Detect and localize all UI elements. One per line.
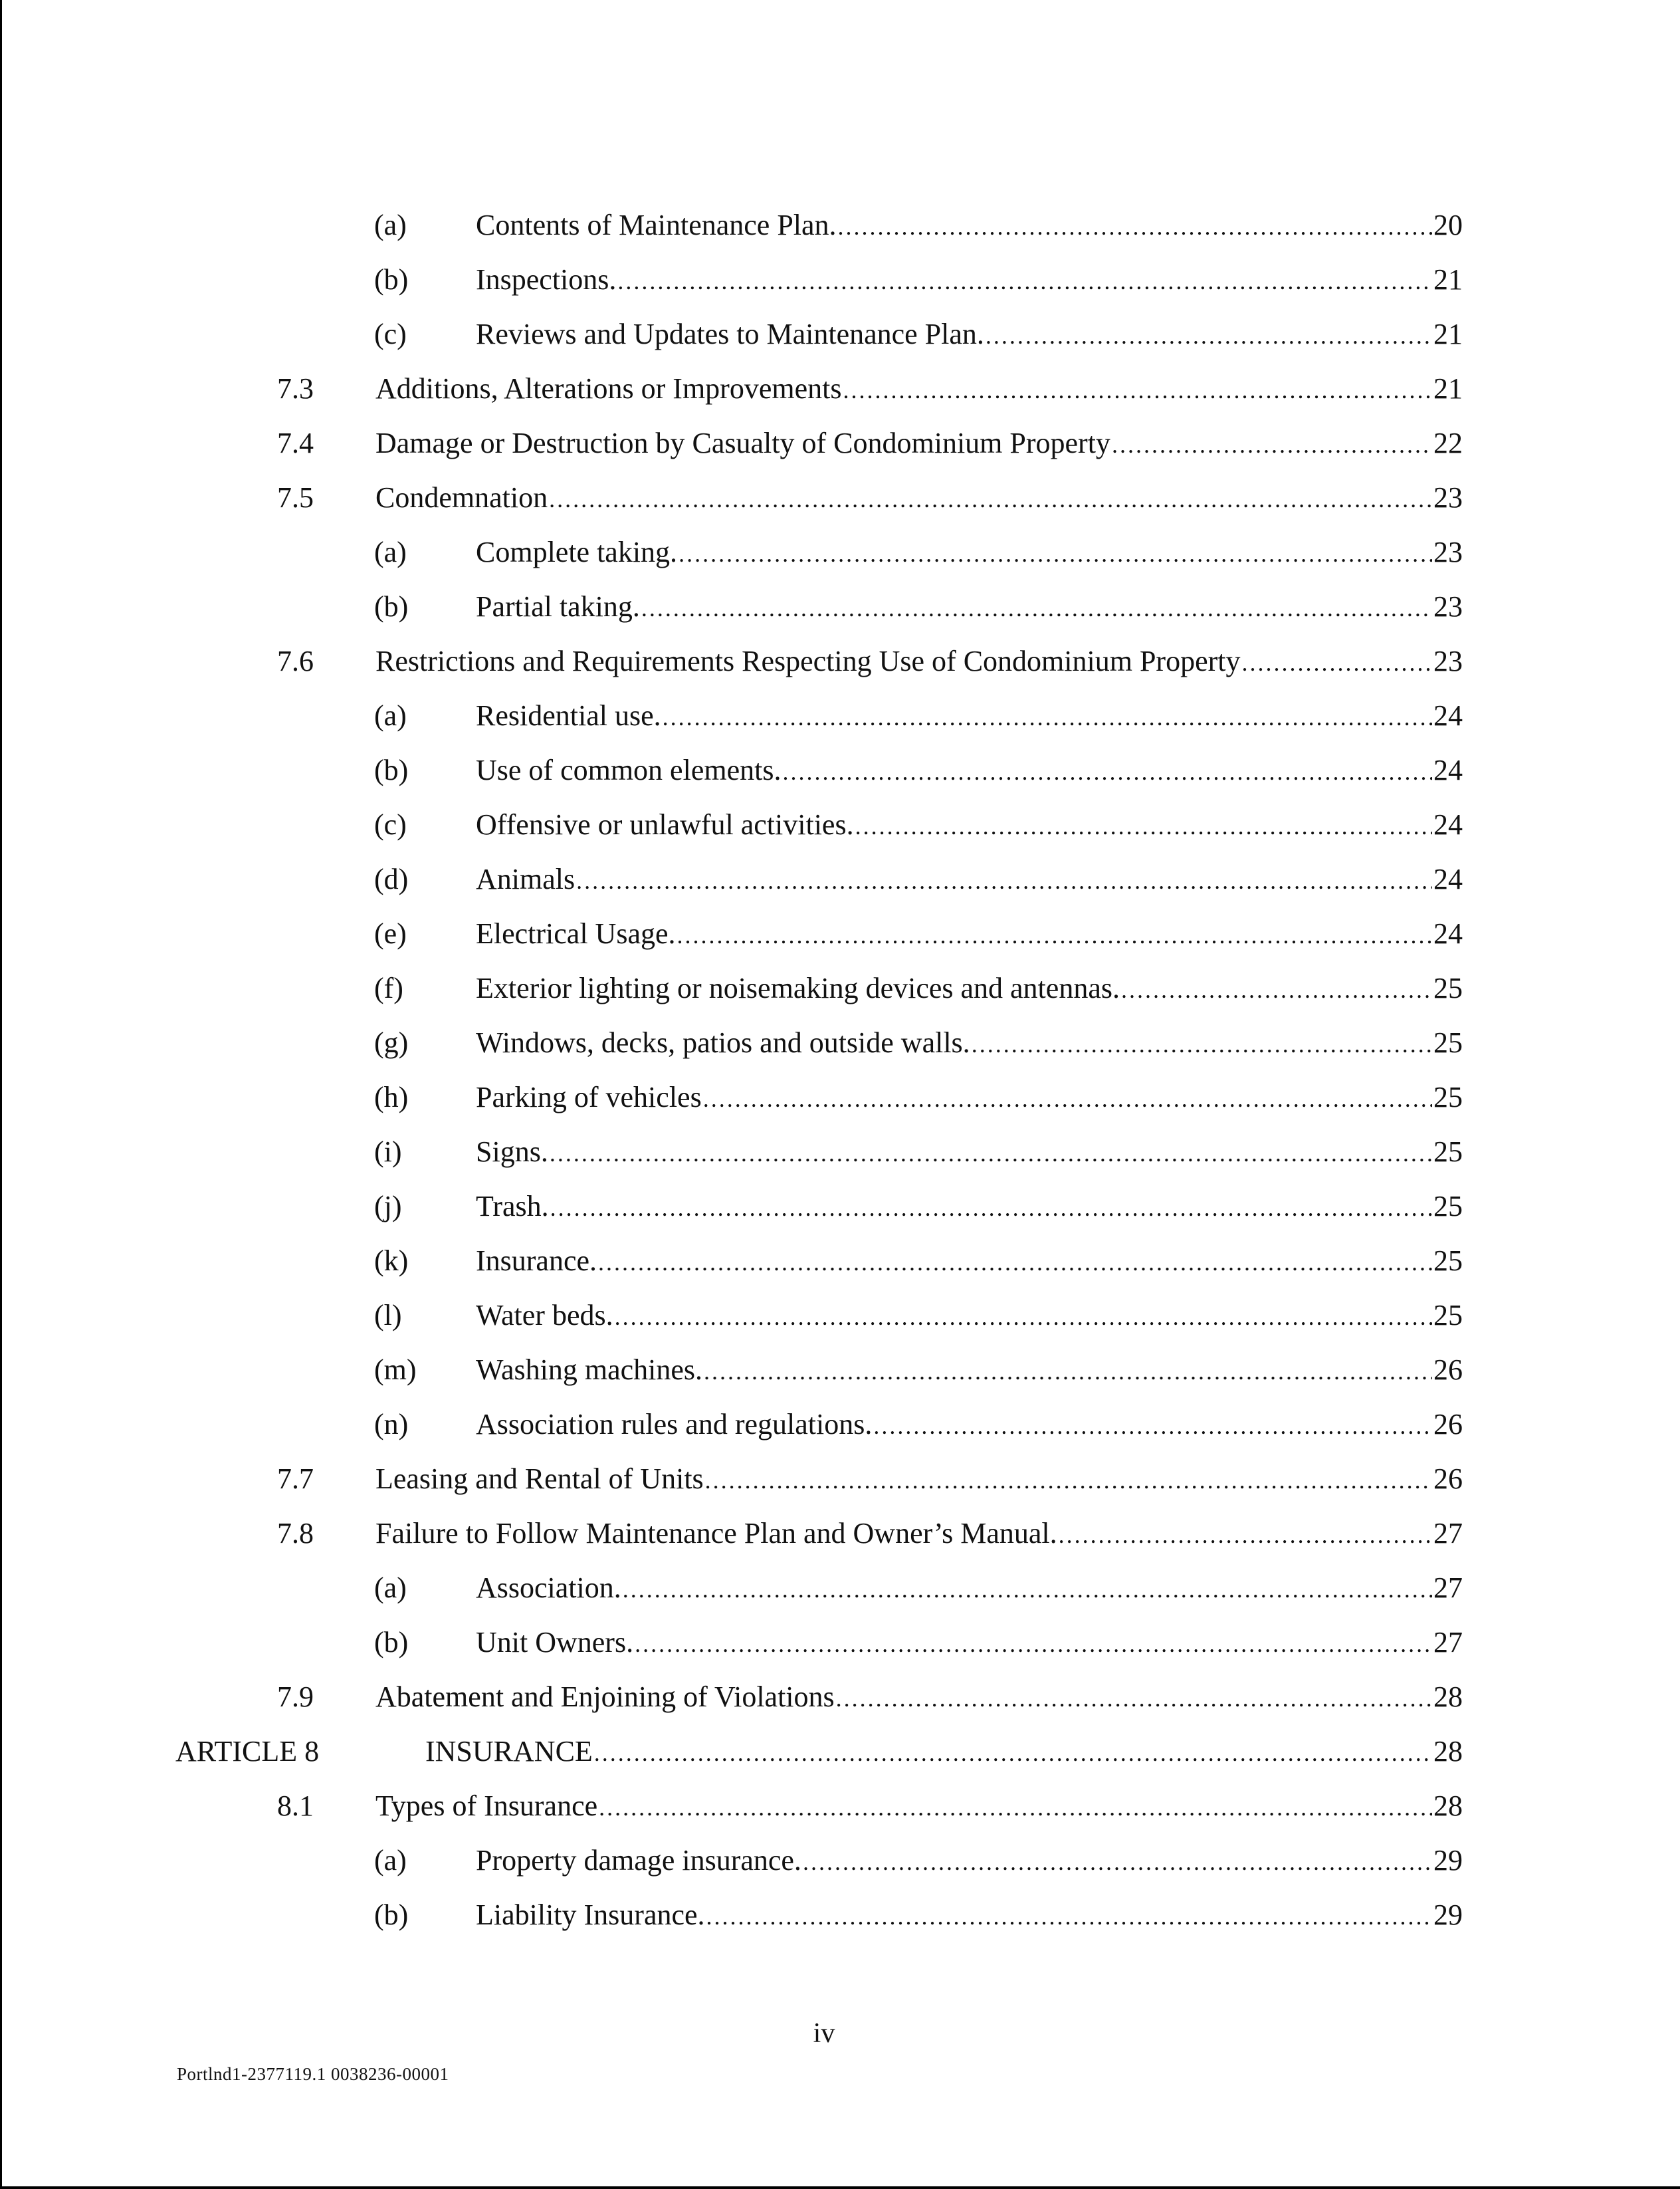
toc-entry-line [476,1343,1463,1399]
toc-entry-line [375,1506,1463,1562]
toc-entry-line [476,1070,1463,1126]
dot-leader [1241,635,1432,690]
toc-entry [0,362,1680,416]
toc-entry-line [476,307,1463,363]
toc-entry-number: (i) [374,1135,402,1168]
toc-entry-page: 21 [1433,318,1463,350]
toc-entry-line [375,416,1463,472]
toc-entry [0,471,1680,525]
toc-entry-page: 20 [1433,209,1463,241]
dot-leader [598,1235,1432,1290]
toc-entry [0,416,1680,471]
toc-entry-number: (e) [374,917,407,950]
toc-entry-page: 27 [1433,1517,1463,1550]
toc-entry-number: 7.4 [277,427,314,459]
toc-entry-line [375,1779,1463,1835]
toc-entry-number: 7.8 [277,1517,314,1550]
toc-entry-number: 8.1 [277,1789,314,1822]
table-of-contents [0,198,1680,1942]
dot-leader [972,1017,1432,1072]
toc-entry-number: (a) [374,536,407,568]
toc-entry [0,852,1680,907]
toc-entry-page: 24 [1433,808,1463,841]
toc-entry-line [476,580,1463,635]
toc-entry [0,580,1680,634]
toc-entry [0,1779,1680,1833]
toc-entry-title: Electrical Usage. [476,917,676,950]
toc-entry [0,1670,1680,1724]
toc-entry-title: Property damage insurance. [476,1844,801,1877]
toc-entry [0,1833,1680,1888]
toc-entry-title: Insurance. [476,1244,597,1277]
toc-entry-line [476,743,1463,799]
toc-entry-title: Association rules and regulations. [476,1408,873,1440]
toc-entry-page: 29 [1433,1899,1463,1931]
dot-leader [623,1562,1432,1617]
toc-entry-page: 28 [1433,1680,1463,1713]
toc-entry [0,1234,1680,1288]
dot-leader [1112,417,1432,472]
toc-entry-number: 7.9 [277,1680,314,1713]
dot-leader [594,1726,1432,1780]
toc-entry [0,634,1680,689]
toc-entry-number: ARTICLE 8 [175,1735,320,1768]
toc-entry-title: Animals [476,863,576,895]
toc-entry-number: (n) [374,1408,409,1440]
toc-entry-number: (k) [374,1244,409,1277]
toc-entry-title: Complete taking. [476,536,678,568]
toc-entry [0,525,1680,580]
toc-entry-page: 24 [1433,917,1463,950]
dot-leader [641,581,1432,635]
dot-leader [576,854,1432,908]
toc-entry [0,1615,1680,1670]
dot-leader [550,1126,1432,1181]
dot-leader [838,199,1432,254]
toc-entry-number: (d) [374,863,409,895]
toc-entry-number: 7.3 [277,372,314,405]
toc-entry-page: 25 [1433,1081,1463,1113]
dot-leader [803,1835,1432,1889]
toc-entry-page: 26 [1433,1353,1463,1386]
toc-entry-title: Use of common elements. [476,754,782,786]
toc-entry-line [476,961,1463,1017]
toc-entry [0,1016,1680,1070]
toc-entry [0,1343,1680,1397]
toc-entry-number: (l) [374,1299,402,1331]
toc-entry-line [476,907,1463,963]
toc-entry-title: Failure to Follow Maintenance Plan and Owner’s Manual. [375,1517,1057,1550]
document-id: Portlnd1-2377119.1 0038236-00001 [177,2064,449,2084]
toc-entry-page: 23 [1433,645,1463,677]
dot-leader [1121,963,1432,1017]
toc-entry [0,198,1680,253]
toc-entry-title: Types of Insurance [375,1789,598,1822]
page-number: iv [813,2018,835,2049]
toc-entry-page: 22 [1433,427,1463,459]
toc-entry-line [375,1670,1463,1726]
toc-entry-page: 27 [1433,1626,1463,1659]
toc-entry-line [476,198,1463,254]
toc-entry-number: (g) [374,1026,409,1059]
dot-leader [663,690,1432,745]
toc-entry-page: 25 [1433,1299,1463,1331]
dot-leader [615,1290,1432,1344]
toc-entry-page: 23 [1433,590,1463,623]
toc-entry-page: 28 [1433,1789,1463,1822]
toc-entry [0,1561,1680,1615]
toc-entry-title: Restrictions and Requirements Respecting Use of Condominium Property [375,645,1241,677]
toc-entry-number: (a) [374,699,407,732]
toc-entry-title: Water beds. [476,1299,613,1331]
dot-leader [782,745,1432,799]
toc-entry-line [476,689,1463,745]
dot-leader [677,908,1432,963]
toc-entry [0,1179,1680,1234]
toc-entry-number: (a) [374,1571,407,1604]
dot-leader [703,1072,1432,1126]
toc-entry-title: Contents of Maintenance Plan. [476,209,837,241]
toc-entry [0,1452,1680,1506]
toc-entry-page: 25 [1433,1135,1463,1168]
toc-entry-page: 25 [1433,1026,1463,1059]
toc-entry [0,1397,1680,1452]
toc-entry [0,1724,1680,1779]
toc-entry [0,307,1680,362]
toc-entry-title: Inspections. [476,263,617,296]
dot-leader [706,1889,1432,1944]
dot-leader [704,1344,1432,1399]
toc-entry-number: (j) [374,1190,402,1222]
toc-entry-title: Parking of vehicles [476,1081,702,1113]
dot-leader [843,363,1432,417]
toc-entry-line [476,1179,1463,1235]
dot-leader [705,1453,1432,1508]
toc-entry-page: 21 [1433,372,1463,405]
toc-entry [0,907,1680,961]
toc-entry-line [476,1397,1463,1453]
toc-entry-line [375,471,1463,526]
toc-entry-line [476,1833,1463,1889]
toc-entry-line [476,1888,1463,1944]
toc-entry-number: (h) [374,1081,409,1113]
dot-leader [599,1780,1432,1835]
toc-entry-line [476,253,1463,308]
toc-entry-number: (b) [374,1626,409,1659]
toc-entry [0,253,1680,307]
toc-entry-number: 7.5 [277,481,314,514]
toc-entry-line [476,1561,1463,1617]
toc-entry-title: Damage or Destruction by Casualty of Condominium Property [375,427,1110,459]
toc-entry-title: Leasing and Rental of Units [375,1462,704,1495]
toc-entry-title: Residential use. [476,699,661,732]
toc-entry [0,689,1680,743]
toc-entry-line [476,1016,1463,1072]
toc-entry-page: 29 [1433,1844,1463,1877]
toc-entry-title: Washing machines. [476,1353,703,1386]
toc-entry [0,743,1680,798]
toc-entry-line [476,852,1463,908]
toc-entry-title: Liability Insurance. [476,1899,705,1931]
dot-leader [549,472,1432,526]
toc-entry-page: 24 [1433,699,1463,732]
toc-entry-title: Abatement and Enjoining of Violations [375,1680,835,1713]
toc-entry [0,1125,1680,1179]
toc-entry-title: Exterior lighting or noisemaking devices and antennas. [476,972,1120,1004]
dot-leader [635,1617,1432,1671]
toc-entry-number: (b) [374,754,409,786]
toc-entry-title: Windows, decks, patios and outside walls. [476,1026,970,1059]
toc-entry-title: Signs. [476,1135,548,1168]
toc-entry-title: Partial taking. [476,590,640,623]
dot-leader [986,308,1432,363]
toc-entry-number: (a) [374,209,407,241]
dot-leader [679,526,1432,581]
toc-entry-line [375,1452,1463,1508]
dot-leader [855,799,1432,854]
toc-entry-line [476,1615,1463,1671]
toc-entry-page: 25 [1433,1244,1463,1277]
toc-entry-line [375,362,1463,417]
toc-entry-number: (b) [374,1899,409,1931]
toc-entry-page: 26 [1433,1408,1463,1440]
toc-entry-line [476,1288,1463,1344]
toc-entry-page: 26 [1433,1462,1463,1495]
toc-entry-title: Offensive or unlawful activities. [476,808,854,841]
dot-leader [1059,1508,1432,1562]
toc-entry-number: (m) [374,1353,417,1386]
toc-entry-number: 7.6 [277,645,314,677]
toc-entry-title: Unit Owners. [476,1626,634,1659]
toc-entry [0,1070,1680,1125]
toc-entry-page: 23 [1433,481,1463,514]
toc-entry-number: (b) [374,590,409,623]
toc-entry-title: Additions, Alterations or Improvements [375,372,842,405]
toc-entry-page: 24 [1433,754,1463,786]
toc-entry-page: 24 [1433,863,1463,895]
toc-entry-number: (f) [374,972,403,1004]
toc-entry-number: (b) [374,263,409,296]
toc-entry-title: Condemnation [375,481,548,514]
toc-entry-title: Reviews and Updates to Maintenance Plan. [476,318,984,350]
toc-entry-line [476,798,1463,854]
dot-leader [617,254,1432,308]
toc-entry-page: 28 [1433,1735,1463,1768]
toc-entry-line [425,1724,1463,1780]
toc-entry-page: 23 [1433,536,1463,568]
toc-entry [0,798,1680,852]
toc-entry [0,1506,1680,1561]
dot-leader [873,1399,1432,1453]
toc-entry [0,1288,1680,1343]
toc-entry-number: (c) [374,808,407,841]
toc-entry [0,1888,1680,1942]
toc-entry-line [375,634,1463,690]
dot-leader [836,1671,1432,1726]
toc-entry-page: 25 [1433,1190,1463,1222]
toc-entry-page: 27 [1433,1571,1463,1604]
toc-entry-number: (c) [374,318,407,350]
toc-entry-page: 21 [1433,263,1463,296]
toc-entry-number: 7.7 [277,1462,314,1495]
toc-entry [0,961,1680,1016]
toc-entry-title: Trash. [476,1190,549,1222]
toc-entry-title: INSURANCE [425,1735,593,1768]
toc-entry-title: Association. [476,1571,621,1604]
dot-leader [550,1181,1432,1235]
toc-entry-line [476,1234,1463,1290]
toc-entry-line [476,525,1463,581]
toc-entry-number: (a) [374,1844,407,1877]
toc-entry-page: 25 [1433,972,1463,1004]
toc-entry-line [476,1125,1463,1181]
